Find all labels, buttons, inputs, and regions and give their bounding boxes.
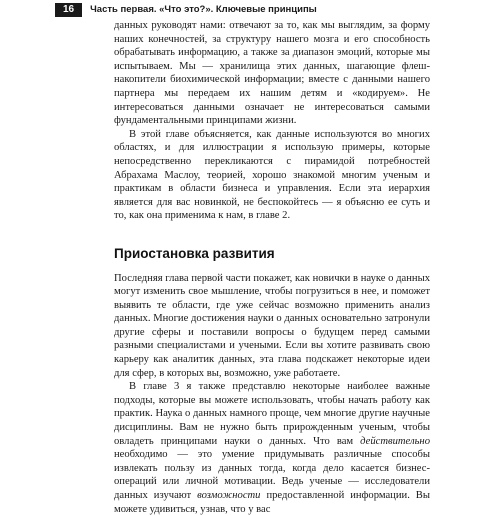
paragraph-last [114,380,430,516]
page-body [114,19,430,516]
section-heading: Приостановка развития [114,245,275,261]
paragraph: данных руководят нами: отвечают за то, как мы выглядим, за форму наших конечностей, за структуру нашего мозга и его способность обрабатывать информацию, а также за диапазон эмоций, которые мы испытываем. Мы — хранилища этих данных, шагающие флеш-накопители биохимической информации; вместе с данными нашего партнера мы передаем их нашим детям и «кодируем». Не интересоваться данными означает не интересоваться самыми фундаментальными принципами жизни. [114,20,430,127]
paragraph: В этой главе объясняется, как данные используются во многих областях, и для иллюстрации я использую примеры, которые непосредственно перекликаются с пирамидой потребностей Абрахама Маслоу, теорией, хорошо знакомой многим ученым и практикам в области бизнеса и управления. Если эта иерархия является для вас новинкой, не беспокойтесь — я объясню ее суть и то, как она применима к нам, в главе 2. [114,128,430,222]
text-run: предоставленной информации. Вы можете удивиться, узнав, что у вас [114,490,430,515]
running-head: Часть первая. «Что это?». Ключевые принципы [90,3,317,15]
text-run: необходимо — это умение придумывать различные способы извлекать пользу из данных тогда, когда дело касается бизнес-операций или личной мотивации. Ведь ученые — исследователи данных изучают [114,449,430,501]
text-run: В главе 3 я также представлю некоторые наиболее важные подходы, которые вы можете использовать, чтобы начать работу как практик. Наука о данных намного проще, чем многие другие научные дисциплины. Вам не нужно быть прирожденным ученым, чтобы овладеть принципами науки о данных. Что вам [114,381,430,447]
page-header [55,0,500,18]
emphasis-text: возможности [197,490,261,501]
emphasis-text: действительно [360,435,430,447]
page-number: 16 [55,3,82,17]
paragraph: Последняя глава первой части покажет, как новички в науке о данных могут изменить свое мышление, чтобы погрузиться в нее, и поможет выявить те области, где уже сейчас возможно применить анализ данных. Многие достижения науки о данных основательно затронули другие сферы и поставили вопросы о будущем перед самыми разными специалистами и учеными. Если вы хотите развивать свою карьеру как аналитик данных, эта глава подскажет некоторые идеи для сфер, в которых вы, возможно, уже работаете. [114,272,430,379]
